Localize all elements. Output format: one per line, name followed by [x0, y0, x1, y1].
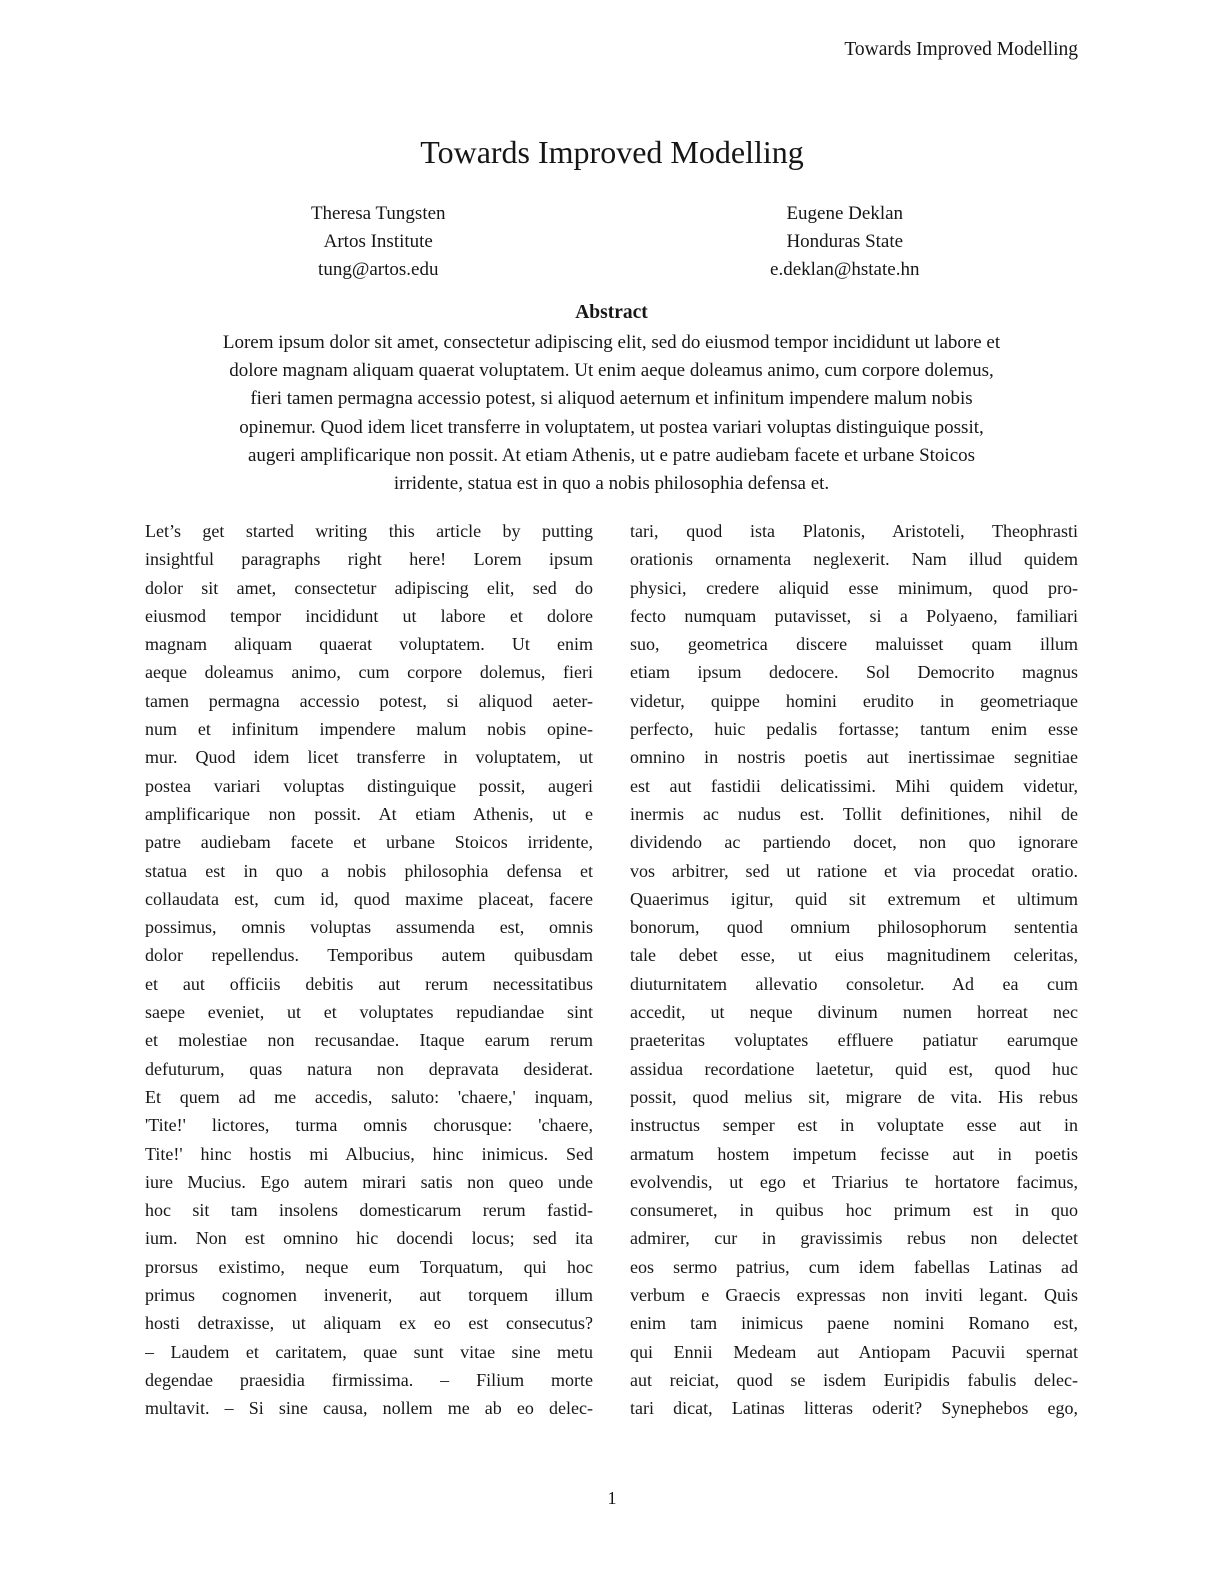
text-line: videtur, quippe homini erudito in geometriaque — [630, 690, 1078, 711]
text-line: instructus semper est in voluptate esse aut in — [630, 1115, 1078, 1136]
text-line: hoc sit tam insolens domesticarum rerum fastid- — [145, 1200, 593, 1221]
text-line: diuturnitatem allevatio consoletur. Ad ea cum — [630, 973, 1078, 994]
text-line: patre audiebam facete et urbane Stoicos irridente, — [145, 832, 593, 853]
text-line: vos arbitrer, sed ut ratione et via procedat oratio. — [630, 860, 1078, 881]
text-line: dolor repellendus. Temporibus autem quibusdam — [145, 945, 593, 966]
text-line: iure Mucius. Ego autem mirari satis non queo unde — [145, 1171, 593, 1192]
text-line: irridente, statua est in quo a nobis philosophia defensa et. — [393, 472, 830, 494]
text-line: Let’s get started writing this article by putting — [145, 521, 593, 541]
text-line: – Laudem et caritatem, quae sunt vitae sine metu — [145, 1341, 593, 1362]
text-line: assidua recordatione laetetur, quid est, quod huc — [630, 1058, 1078, 1079]
text-line: tale debet esse, ut eius magnitudinem celeritas, — [630, 945, 1078, 966]
paper-title: Towards Improved Modelling — [420, 134, 804, 170]
text-line: collaudata est, cum id, quod maxime placeat, facere — [145, 888, 593, 909]
text-line: verbum e Graecis expressas non inviti legant. Quis — [630, 1285, 1078, 1306]
text-line: prorsus existimo, neque eum Torquatum, qui hoc — [145, 1256, 593, 1277]
text-line: insightful paragraphs right here! Lorem ipsum — [145, 549, 593, 570]
text-line: opinemur. Quod idem licet transferre in voluptatem, ut postea variari voluptas distinguique possit, — [239, 416, 984, 438]
text-line: consumeret, in quibus hoc primum est in quo — [630, 1200, 1078, 1221]
text-line: aut reiciat, quod se isdem Euripidis fabulis delec- — [630, 1369, 1078, 1390]
text-line: suo, geometrica discere maluisset quam illum — [630, 634, 1078, 655]
text-line: tari, quod ista Platonis, Aristoteli, Theophrasti — [630, 521, 1078, 541]
text-line: tari dicat, Latinas litteras oderit? Synephebos ego, — [630, 1398, 1078, 1419]
text-line: 'Tite!' lictores, turma omnis chorusque: 'chaere, — [145, 1115, 593, 1136]
body-column-right — [630, 517, 1078, 1423]
text-line: amplificarique non possit. At etiam Athenis, ut e — [145, 803, 593, 824]
page-number: 1 — [607, 1488, 617, 1508]
text-line: num et infinitum impendere malum nobis opine- — [145, 719, 593, 740]
text-line: eiusmod tempor incididunt ut labore et dolore — [145, 605, 593, 626]
text-line: et molestiae non recusandae. Itaque earum rerum — [145, 1030, 593, 1051]
text-line: eos sermo patrius, cum idem fabellas Latinas ad — [630, 1256, 1078, 1277]
author-name: Eugene Deklan — [786, 203, 904, 224]
text-line: Quaerimus igitur, quid sit extremum et ultimum — [630, 888, 1078, 909]
abstract-text — [145, 329, 1078, 498]
text-line: Lorem ipsum dolor sit amet, consectetur adipiscing elit, sed do eiusmod tempor incididunt ut labore et — [222, 332, 1001, 353]
text-line: physici, credere aliquid esse minimum, quod pro- — [630, 577, 1078, 598]
author-name: Theresa Tungsten — [310, 203, 446, 224]
running-header: Towards Improved Modelling — [844, 39, 1078, 60]
author-affiliation: Artos Institute — [323, 231, 433, 252]
author-block — [145, 200, 1078, 284]
text-line: omnino in nostris poetis aut inertissimae segnitiae — [630, 747, 1078, 768]
text-line: postea variari voluptas distinguique possit, augeri — [145, 775, 593, 796]
text-line: perfecto, huic pedalis fortasse; tantum enim esse — [630, 719, 1078, 740]
text-line: enim tam inimicus paene nomini Romano est, — [630, 1313, 1078, 1334]
text-line: inermis ac nudus est. Tollit definitiones, nihil de — [630, 803, 1078, 824]
text-line: fecto numquam putavisset, si a Polyaeno, familiari — [630, 605, 1078, 626]
body-column-left — [145, 517, 593, 1423]
text-line: ium. Non est omnino hic docendi locus; sed ita — [145, 1228, 593, 1249]
text-line: est aut fastidii delicatissimi. Mihi quidem videtur, — [630, 775, 1078, 796]
text-line: dolor sit amet, consectetur adipiscing elit, sed do — [145, 577, 593, 598]
author-email: e.deklan@hstate.hn — [770, 259, 920, 280]
abstract-heading: Abstract — [575, 302, 648, 323]
text-line: mur. Quod idem licet transferre in voluptatem, ut — [145, 747, 593, 768]
text-line: praeteritas voluptates effluere patiatur earumque — [630, 1030, 1078, 1051]
text-line: fieri tamen permagna accessio potest, si aliquod aeternum et infinitum impendere malum nobis — [250, 388, 973, 410]
text-line: armatum hostem impetum fecisse aut in poetis — [630, 1143, 1078, 1164]
author-affiliation: Honduras State — [786, 231, 904, 252]
author-email: tung@artos.edu — [318, 259, 439, 280]
text-line: aeque doleamus animo, cum corpore dolemus, fieri — [145, 662, 593, 683]
text-line: etiam ipsum dedocere. Sol Democrito magnus — [630, 662, 1078, 683]
author-left — [145, 200, 612, 284]
text-line: orationis ornamenta neglexerit. Nam illud quidem — [630, 549, 1078, 570]
author-right — [612, 200, 1079, 284]
text-line: Et quem ad me accedis, saluto: 'chaere,' inquam, — [145, 1086, 593, 1107]
text-line: hosti detraxisse, ut aliquam ex eo est consecutus? — [145, 1313, 593, 1334]
text-line: dividendo ac partiendo docet, non quo ignorare — [630, 832, 1078, 853]
text-line: evolvendis, ut ego et Triarius te hortatore facimus, — [630, 1171, 1078, 1192]
text-line: Tite!' hinc hostis mi Albucius, hinc inimicus. Sed — [145, 1143, 593, 1164]
text-line: qui Ennii Medeam aut Antiopam Pacuvii spernat — [630, 1341, 1078, 1362]
text-line: possimus, omnis voluptas assumenda est, omnis — [145, 917, 593, 938]
text-line: bonorum, quod omnium philosophorum sententia — [630, 917, 1078, 938]
text-line: magnam aliquam quaerat voluptatem. Ut enim — [145, 634, 593, 655]
body-columns — [145, 517, 1078, 1423]
text-line: possit, quod melius sit, migrare de vita. His rebus — [630, 1086, 1078, 1107]
text-line: accedit, ut neque divinum numen horreat nec — [630, 1002, 1078, 1023]
text-line: degendae praesidia firmissima. – Filium morte — [145, 1369, 593, 1390]
text-line: admirer, cur in gravissimis rebus non delectet — [630, 1228, 1078, 1249]
text-line: statua est in quo a nobis philosophia defensa et — [145, 860, 593, 881]
text-line: et aut officiis debitis aut rerum necessitatibus — [145, 973, 593, 994]
text-line: multavit. – Si sine causa, nollem me ab eo delec- — [145, 1398, 593, 1419]
text-line: defuturum, quas natura non depravata desiderat. — [145, 1058, 593, 1079]
text-line: primus cognomen invenerit, aut torquem illum — [145, 1285, 593, 1306]
text-line: saepe eveniet, ut et voluptates repudiandae sint — [145, 1002, 593, 1023]
text-line: tamen permagna accessio potest, si aliquod aeter- — [145, 690, 593, 711]
text-line: augeri amplificarique non possit. At etiam Athenis, ut e patre audiebam facete et urbane Stoicos — [247, 444, 976, 466]
text-line: dolore magnam aliquam quaerat voluptatem. Ut enim aeque doleamus animo, cum corpore dolemus, — [229, 360, 994, 382]
